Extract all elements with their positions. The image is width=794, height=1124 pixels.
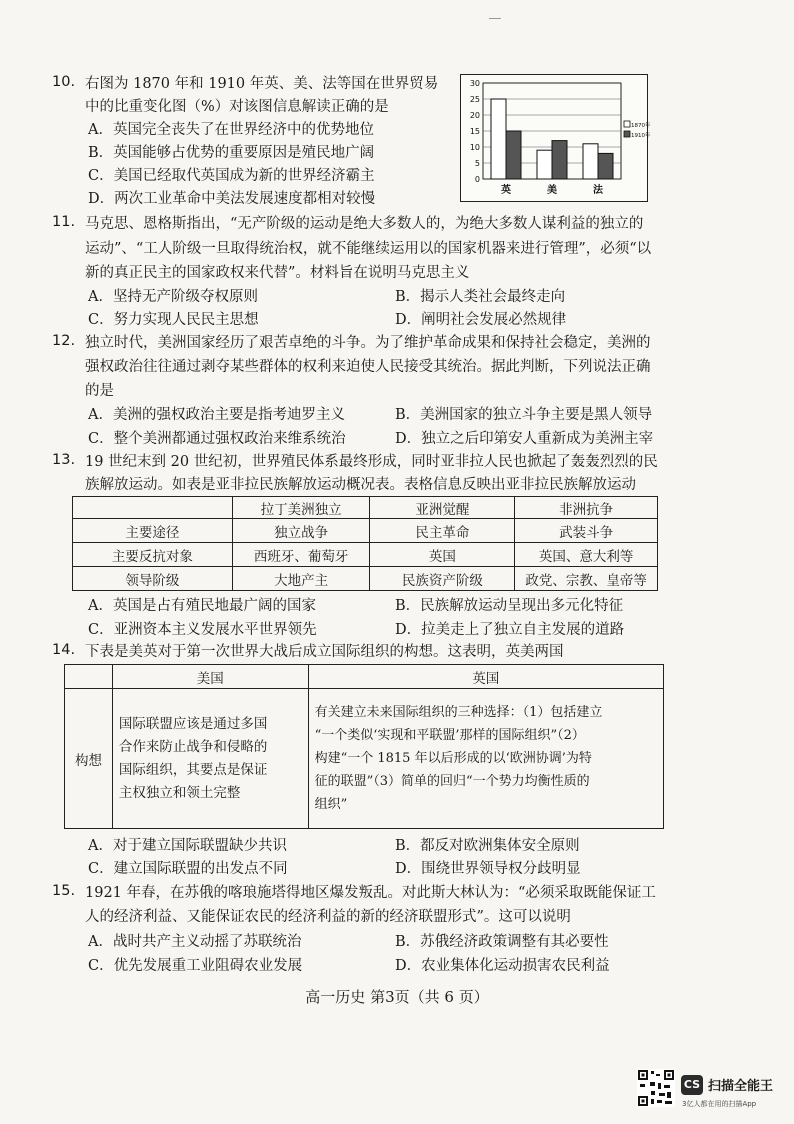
question-text: 强权政治往往通过剥夺某些群体的权利来迫使人民接受其统治。据此判断，下列说法正确 (85, 359, 651, 375)
option-c: C．美国已经取代英国成为新的世界经济霸主 (88, 168, 375, 184)
table-header: 拉丁美洲独立 (232, 497, 370, 519)
legend-label: 1870年 (631, 123, 651, 129)
option-b: B．揭示人类社会最终走向 (395, 289, 566, 305)
table-cell: 武装斗争 (515, 519, 658, 543)
question-number: 13. (52, 452, 76, 468)
table-cell: 政党、宗教、皇帝等 (515, 567, 658, 591)
question-text: 运动”、“工人阶级一旦取得统治权，就不能继续运用以的国家机器来进行管理”，必须“以 (85, 241, 652, 257)
option-d: D．围绕世界领导权分歧明显 (395, 861, 581, 877)
trade-share-chart (460, 74, 651, 202)
option-c: C．优先发展重工业阻碍农业发展 (88, 958, 303, 974)
bar-1910 (598, 153, 613, 179)
question-text: 中的比重变化图（%）对该图信息解读正确的是 (85, 99, 389, 115)
question-text: 19 世纪末到 20 世纪初，世界殖民体系最终形成，同时亚非拉人民也掀起了轰轰烈烈的民 (85, 454, 658, 470)
option-d: D．两次工业革命中美法发展速度都相对较慢 (88, 191, 376, 207)
bar-1870 (583, 144, 598, 179)
page-footer: 高一历史 第3页（共 6 页） (305, 988, 489, 1006)
question-number: 12. (52, 333, 76, 349)
option-d: D．农业集体化运动损害农民利益 (395, 958, 610, 974)
option-b: B．民族解放运动呈现出多元化特征 (395, 598, 624, 614)
option-c: C．整个美洲都通过强权政治来维系统治 (88, 431, 346, 447)
question-text: 新的真正民主的国家政权来代替”。材料旨在说明马克思主义 (85, 265, 470, 281)
category-label: 英 (501, 185, 511, 196)
option-d: D．阐明社会发展必然规律 (395, 312, 567, 328)
table-cell: 英国、意大利等 (515, 543, 658, 567)
question-text: 的是 (85, 383, 114, 399)
qr-code-icon (637, 1069, 675, 1107)
table-cell: 主要途径 (73, 519, 233, 543)
option-a: A．英国是占有殖民地最广阔的国家 (88, 598, 316, 614)
option-b: B．苏俄经济政策调整有其必要性 (395, 934, 609, 950)
table-row (73, 543, 658, 567)
option-c: C．努力实现人民民主思想 (88, 312, 259, 328)
top-mark (489, 18, 501, 19)
y-tick-label: 0 (474, 175, 480, 184)
option-a: A．美洲的强权政治主要是指考迪罗主义 (88, 407, 345, 423)
legend-swatch (624, 131, 630, 137)
liberation-table (72, 496, 658, 591)
question-number: 15. (52, 883, 76, 899)
row-label: 构想 (65, 689, 113, 829)
table-cell: 独立战争 (232, 519, 370, 543)
question-text: 人的经济利益、又能保证农民的经济利益的新的经济联盟形式”。这可以说明 (85, 909, 571, 925)
cell-line: 主权独立和领土完整 (118, 784, 241, 801)
question-text: 下表是美英对于第一次世界大战后成立国际组织的构想。这表明，英美两国 (85, 644, 564, 660)
us-idea-cell (112, 689, 308, 829)
option-b: B．英国能够占优势的重要原因是殖民地广阔 (88, 145, 375, 161)
league-table (64, 664, 664, 829)
option-d: D．独立之后印第安人重新成为美洲主宰 (395, 431, 654, 447)
table-header: 非洲抗争 (515, 497, 658, 519)
scanner-logo-icon: CS (681, 1075, 703, 1095)
y-tick-label: 20 (469, 111, 480, 120)
scanner-app-name: 扫描全能王 (708, 1079, 774, 1094)
question-number: 14. (52, 642, 76, 658)
question-text: 右图为 1870 年和 1910 年英、美、法等国在世界贸易 (85, 76, 439, 92)
cell-line: 合作来防止战争和侵略的 (118, 738, 268, 755)
option-a: A．战时共产主义动摇了苏联统治 (88, 934, 302, 950)
option-c: C．建立国际联盟的出发点不同 (88, 861, 288, 877)
table-header-empty (65, 665, 113, 689)
table-cell: 英国 (370, 543, 515, 567)
chart-svg (461, 75, 651, 201)
table-header: 美国 (112, 665, 308, 689)
bar-1910 (506, 131, 521, 179)
uk-idea-cell (308, 689, 663, 829)
option-a: A．英国完全丧失了在世界经济中的优势地位 (88, 122, 374, 138)
category-label: 法 (593, 185, 603, 196)
question-text: 族解放运动。如表是亚非拉民族解放运动概况表。表格信息反映出亚非拉民族解放运动 (85, 477, 636, 493)
y-tick-label: 5 (474, 159, 480, 168)
cell-line: 组织” (314, 797, 348, 812)
question-text: 1921 年春，在苏俄的喀琅施塔得地区爆发叛乱。对此斯大林认为：“必须采取既能保证工 (85, 885, 656, 901)
y-tick-label: 15 (469, 127, 480, 136)
scanner-tagline: 3亿人都在用的扫描App (682, 1100, 757, 1108)
y-tick-label: 10 (469, 143, 480, 152)
bar-1910 (552, 141, 567, 179)
question-text: 独立时代，美洲国家经历了艰苦卓绝的斗争。为了维护革命成果和保持社会稳定，美洲的 (85, 335, 651, 351)
cell-line: 征的联盟”（3）简单的回归“一个势力均衡性质的 (314, 774, 590, 789)
table-row (73, 519, 658, 543)
option-c: C．亚洲资本主义发展水平世界领先 (88, 622, 317, 638)
cell-line: 国际联盟应该是通过多国 (118, 715, 268, 732)
table-header (73, 497, 233, 519)
question-number: 11. (52, 214, 76, 230)
question-number: 10. (52, 74, 76, 90)
table-cell: 大地产主 (232, 567, 370, 591)
cell-line: 构建“一个 1815 年以后形成的以‘欧洲协调’为特 (314, 751, 592, 766)
table-cell: 西班牙、葡萄牙 (232, 543, 370, 567)
cell-line: 国际组织，其要点是保证 (118, 761, 268, 778)
table-header: 亚洲觉醒 (370, 497, 515, 519)
y-tick-label: 30 (469, 79, 480, 88)
category-label: 美 (547, 185, 557, 196)
table-row (73, 567, 658, 591)
question-text: 马克思、恩格斯指出，“无产阶级的运动是绝大多数人的，为绝大多数人谋利益的独立的 (85, 216, 644, 232)
option-a: A．对于建立国际联盟缺少共识 (88, 838, 287, 854)
table-row (65, 689, 664, 829)
table-cell: 民族资产阶级 (370, 567, 515, 591)
option-d: D．拉美走上了独立自主发展的道路 (395, 622, 625, 638)
table-cell: 主要反抗对象 (73, 543, 233, 567)
cell-line: “一个类似‘实现和平联盟’那样的国际组织”（2） (314, 728, 585, 743)
y-tick-label: 25 (469, 95, 480, 104)
cell-line: 有关建立未来国际组织的三种选择：（1）包括建立 (314, 705, 603, 720)
table-cell: 民主革命 (370, 519, 515, 543)
option-a: A．坚持无产阶级夺权原则 (88, 289, 258, 305)
legend-swatch (624, 121, 630, 127)
legend-label: 1910年 (631, 133, 651, 139)
bar-1870 (491, 99, 506, 179)
option-b: B．都反对欧洲集体安全原则 (395, 838, 580, 854)
bar-1870 (537, 150, 552, 179)
option-b: B．美洲国家的独立斗争主要是黑人领导 (395, 407, 653, 423)
table-header: 英国 (308, 665, 663, 689)
table-cell: 领导阶级 (73, 567, 233, 591)
